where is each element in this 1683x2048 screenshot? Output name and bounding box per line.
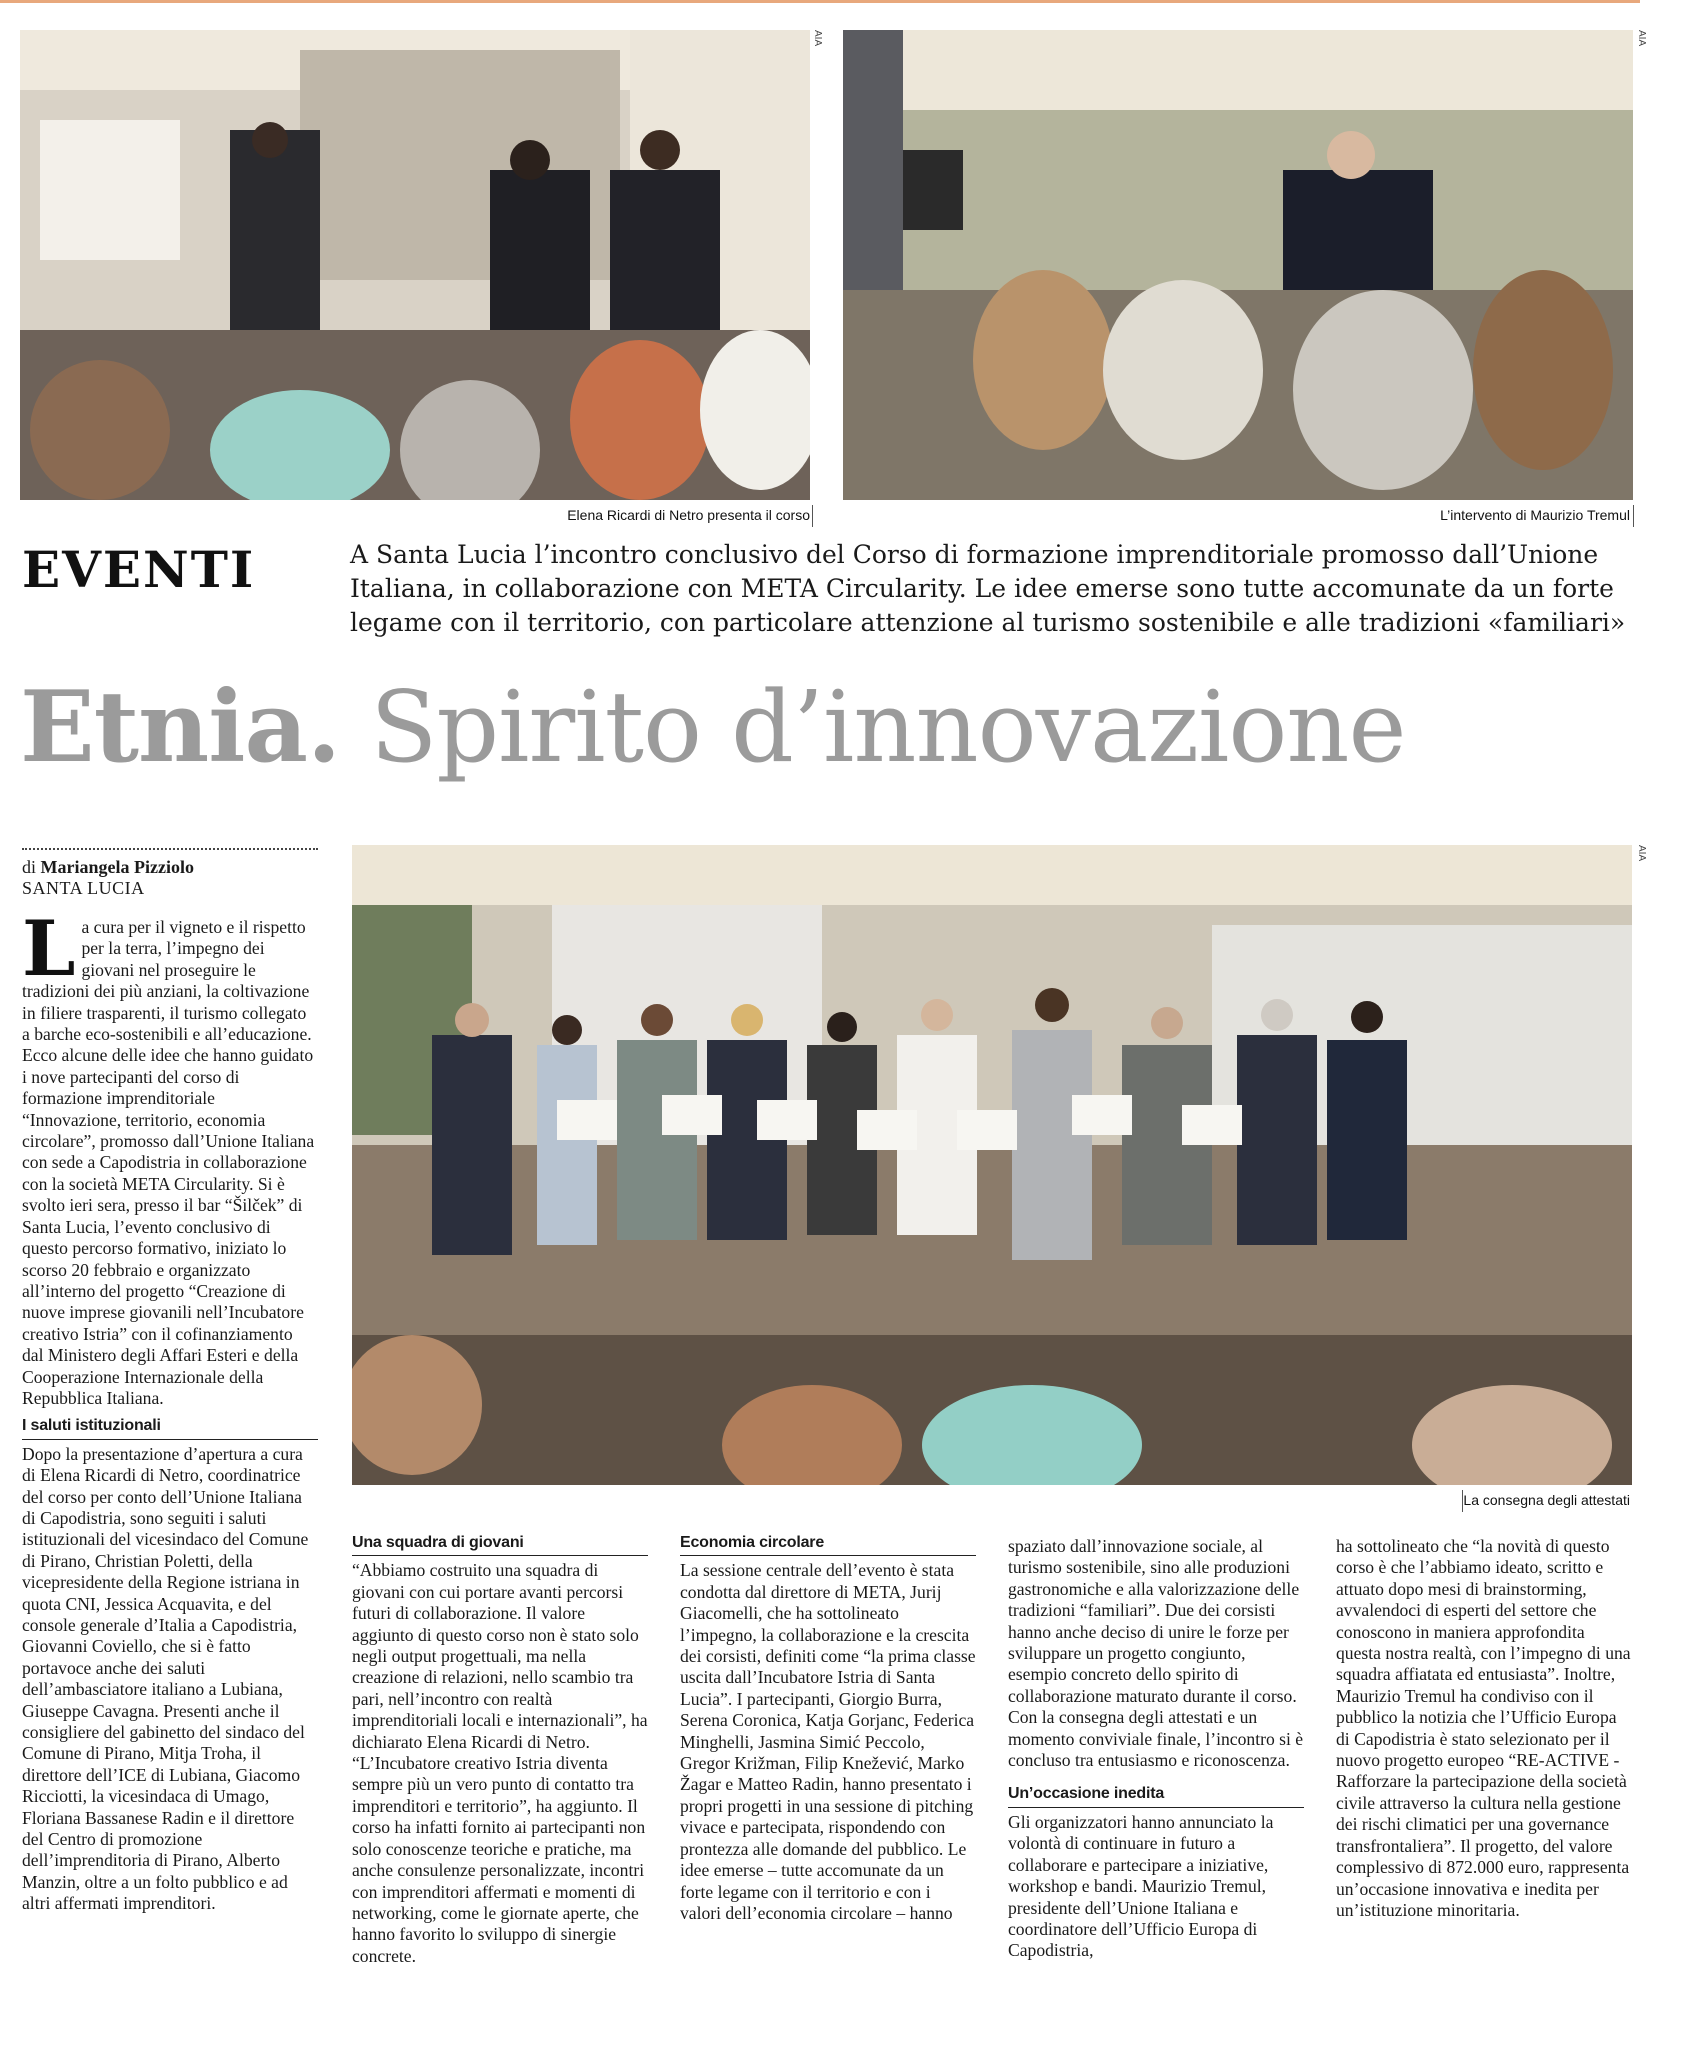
byline-author: Mariangela Pizziolo (40, 857, 194, 877)
article-intro (22, 904, 318, 1409)
intro-text: a cura per il vigneto e il rispetto per la terra, l’impegno dei giovani nel proseguire le tradizioni dei più anziani, la coltivazione in filiere trasparenti, il turismo collegato a barche eco-sostenibili e all’educazione. Ecco alcune delle idee che hanno guidato i nove partecipanti del corso di formazione imprenditoriale “Innovazione, territorio, economia circolare”, promosso dall’Unione Italiana con sede a Capodistria in collaborazione con la società META Circularity. Si è svolto ieri sera, presso il bar “Šilček” di Santa Lucia, l’evento conclusivo di questo percorso formativo, iniziato lo scorso 20 febbraio e organizzato all’interno del progetto “Creazione di nuove imprese giovanili nell’Incubatore creativo Istria” con il cofinanziamento dal Ministero degli Affari Esteri e della Cooperazione Internazionale della Repubblica Italiana. (22, 917, 315, 1408)
article-column-5 (1336, 1536, 1632, 1921)
byline-prefix: di (22, 857, 41, 877)
subhead-economia: Economia circolare (680, 1532, 976, 1556)
photo-credit: AIA (812, 30, 823, 47)
photo-caption: Elena Ricardi di Netro presenta il corso (567, 507, 810, 523)
photo-caption: L’intervento di Maurizio Tremul (1440, 507, 1630, 523)
article-column-1 (22, 904, 318, 1915)
article-paragraph: La sessione centrale dell’evento è stata condotta dal direttore di META, Jurij Giacomelli, che ha sottolineato l’impegno, la collaborazione e la crescita dei corsisti, definiti come “la prima classe uscita dall’Incubatore Istria di Santa Lucia”. I partecipanti, Giorgio Burra, Serena Coronica, Katja Gorjanc, Federica Minghelli, Jasmina Simić Peccolo, Gregor Križman, Filip Knežević, Marko Žagar e Matteo Radin, hanno presentato i propri progetti in una sessione di pitching vivace e partecipata, rispondendo con prontezza alle domande del pubblico. Le idee emerse – tutte accomunate da un forte legame con il territorio e con i valori dell’economia circolare – hanno (680, 1560, 976, 1923)
article-paragraph: “Abbiamo costruito una squadra di giovani con cui portare avanti percorsi futuri di collaborazione. Il valore aggiunto di questo corso non è stato solo negli output progettuali, ma nella creazione di relazioni, nello scambio tra pari, nell’incontro con realtà imprenditoriali locali e internazionali”, ha dichiarato Elena Ricardi di Netro. “L’Incubatore creativo Istria diventa sempre più un vero punto di contatto tra imprenditori e territorio”, ha aggiunto. Il corso ha infatti fornito ai partecipanti non solo conoscenze teoriche e pratiche, ma anche consulenze personalizzate, incontri con imprenditori affermati e momenti di networking, come le giornate aperte, che hanno favorito lo sviluppo di sinergie concrete. (352, 1560, 648, 1966)
article-lead: A Santa Lucia l’incontro conclusivo del Corso di formazione imprenditoriale promosso dall’Unione Italiana, in collaborazione con META Circularity. Le idee emerse sono tutte accomunate da un forte legame con il territorio, con particolare attenzione al turismo sostenibile e alle tradizioni «familiari» (350, 540, 1626, 637)
headline-rest: Spirito d’innovazione (340, 671, 1406, 785)
section-label: EVENTI (22, 540, 256, 599)
headline (20, 670, 1406, 785)
photo-certificates (352, 845, 1632, 1485)
photo-credit: AIA (1636, 30, 1647, 47)
article-column-2 (352, 1526, 648, 1967)
photo-presentation (20, 30, 810, 500)
article-column-3 (680, 1526, 976, 1924)
caption-rule (812, 505, 813, 527)
caption-rule (1633, 505, 1634, 527)
article-paragraph: Dopo la presentazione d’apertura a cura di Elena Ricardi di Netro, coordinatrice del corso per conto dell’Unione Italiana di Capodistria, sono seguiti i saluti istituzionali del vicesindaco del Comune di Pirano, Christian Poletti, della vicepresidente della Regione istriana in quota CNI, Jessica Acquavita, e del console generale d’Italia a Capodistria, Giovanni Coviello, che si è fatto portavoce anche dei saluti dell’ambasciatore italiano a Lubiana, Giuseppe Cavagna. Presenti anche il consigliere del gabinetto del sindaco del Comune di Pirano, Mitja Troha, il direttore dell’ICE di Lubiana, Giacomo Ricciotti, la vicesindaca di Umago, Floriana Bassanese Radin e il direttore del Centro di promozione dell’imprenditoria di Pirano, Alberto Manzin, oltre a un folto pubblico e ad altri affermati imprenditori. (22, 1443, 309, 1914)
subhead-saluti: I saluti istituzionali (22, 1415, 318, 1439)
subhead-occasione: Un’occasione inedita (1008, 1783, 1304, 1807)
byline-rule (22, 848, 318, 850)
article-paragraph: Gli organizzatori hanno annunciato la volontà di continuare in futuro a collaborare e partecipare a iniziative, workshop e bandi. Maurizio Tremul, presidente dell’Unione Italiana e coordinatore dell’Ufficio Europa di Capodistria, (1008, 1811, 1274, 1961)
dropcap: L (22, 904, 76, 993)
top-rule (0, 0, 1640, 3)
photo-credit: AIA (1636, 845, 1647, 862)
subhead-squadra: Una squadra di giovani (352, 1532, 648, 1556)
dateline: SANTA LUCIA (22, 878, 145, 898)
headline-bold: Etnia. (20, 670, 341, 785)
article-paragraph: ha sottolineato che “la novità di questo corso è che l’abbiamo ideato, scritto e attuato dopo mesi di brainstorming, avvalendoci di esperti del settore che conoscono in maniera approfondita questa nostra realtà, con l’impegno di una squadra affiatata ed entusiasta”. Inoltre, Maurizio Tremul ha condiviso con il pubblico la notizia che l’Ufficio Europa di Capodistria è stato selezionato per il nuovo progetto europeo “RE-ACTIVE - Rafforzare la partecipazione della società civile attraverso la cultura nella gestione dei rischi climatici per una governance transfrontaliera”. Il progetto, del valore complessivo di 872.000 euro, rappresenta un’occasione innovativa e inedita per un’istituzione minoritaria. (1336, 1536, 1631, 1920)
photo-caption: La consegna degli attestati (1463, 1492, 1630, 1508)
byline (22, 856, 194, 878)
photo-speech (843, 30, 1633, 500)
article-paragraph: spaziato dall’innovazione sociale, al turismo sostenibile, sino alle produzioni gastronomiche e alla valorizzazione delle tradizioni “familiari”. Due dei corsisti hanno anche deciso di unire le forze per sviluppare un progetto congiunto, esempio concreto dello spirito di collaborazione maturato durante il corso. Con la consegna degli attestati e un momento conviviale finale, l’incontro si è concluso tra entusiasmo e riconoscenza. (1008, 1536, 1304, 1771)
article-column-4 (1008, 1536, 1304, 1962)
